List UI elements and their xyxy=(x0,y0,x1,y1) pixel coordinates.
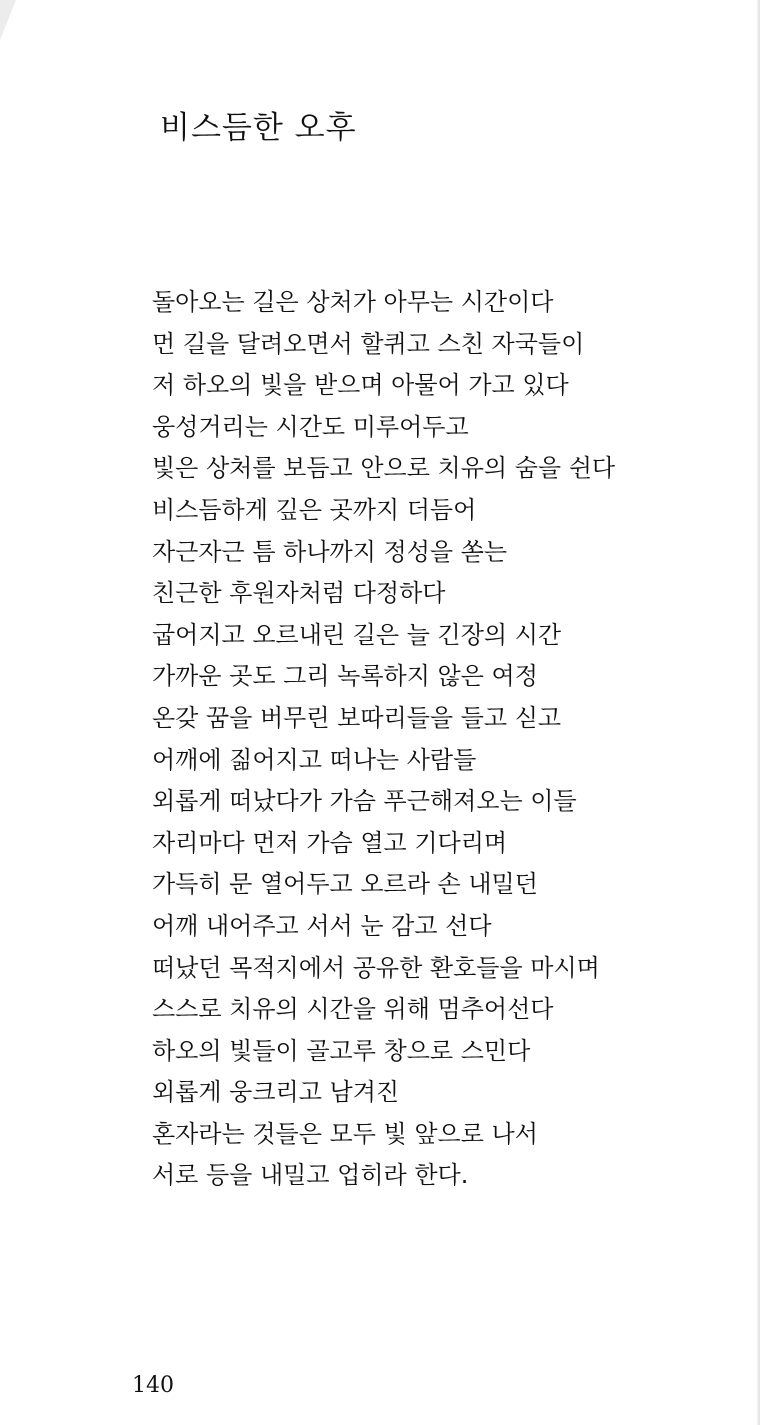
poem-line: 하오의 빛들이 골고루 창으로 스민다 xyxy=(152,1036,531,1065)
poem-body xyxy=(152,282,615,1197)
scan-corner-mark xyxy=(0,0,16,40)
poem-line: 자근자근 틈 하나까지 정성을 쏟는 xyxy=(152,537,508,566)
poem-line: 친근한 후원자처럼 다정하다 xyxy=(152,579,446,608)
poem-line: 어깨 내어주고 서서 눈 감고 선다 xyxy=(152,911,492,940)
poem-line: 서로 등을 내밀고 업히라 한다. xyxy=(152,1161,469,1190)
poem-line: 온갖 꿈을 버무린 보따리들을 들고 싣고 xyxy=(152,703,562,732)
poem-line: 먼 길을 달려오면서 할퀴고 스친 자국들이 xyxy=(152,329,585,358)
poem-line: 외롭게 웅크리고 남겨진 xyxy=(152,1078,400,1107)
poem-line: 스스로 치유의 시간을 위해 멈추어선다 xyxy=(152,995,554,1024)
poem-line: 웅성거리는 시간도 미루어두고 xyxy=(152,412,469,441)
poem-line: 떠났던 목적지에서 공유한 환호들을 마시며 xyxy=(152,953,600,982)
poem-line: 저 하오의 빛을 받으며 아물어 가고 있다 xyxy=(152,371,569,400)
poem-line: 어깨에 짊어지고 떠나는 사람들 xyxy=(152,745,477,774)
poem-line: 굽어지고 오르내린 길은 늘 긴장의 시간 xyxy=(152,620,562,649)
poem-line: 비스듬하게 깊은 곳까지 더듬어 xyxy=(152,495,477,524)
poem-title: 비스듬한 오후 xyxy=(160,110,357,146)
poem-line: 가까운 곳도 그리 녹록하지 않은 여정 xyxy=(152,662,538,691)
poem-line: 자리마다 먼저 가슴 열고 기다리며 xyxy=(152,828,508,857)
page-number: 140 xyxy=(132,1373,174,1398)
poem-line: 혼자라는 것들은 모두 빛 앞으로 나서 xyxy=(152,1119,538,1148)
poem-line: 돌아오는 길은 상처가 아무는 시간이다 xyxy=(152,288,554,316)
poem-line: 가득히 문 열어두고 오르라 손 내밀던 xyxy=(152,870,538,899)
poem-line: 외롭게 떠났다가 가슴 푸근해져오는 이들 xyxy=(152,787,577,816)
poem-line: 빛은 상처를 보듬고 안으로 치유의 숨을 쉰다 xyxy=(152,454,616,483)
